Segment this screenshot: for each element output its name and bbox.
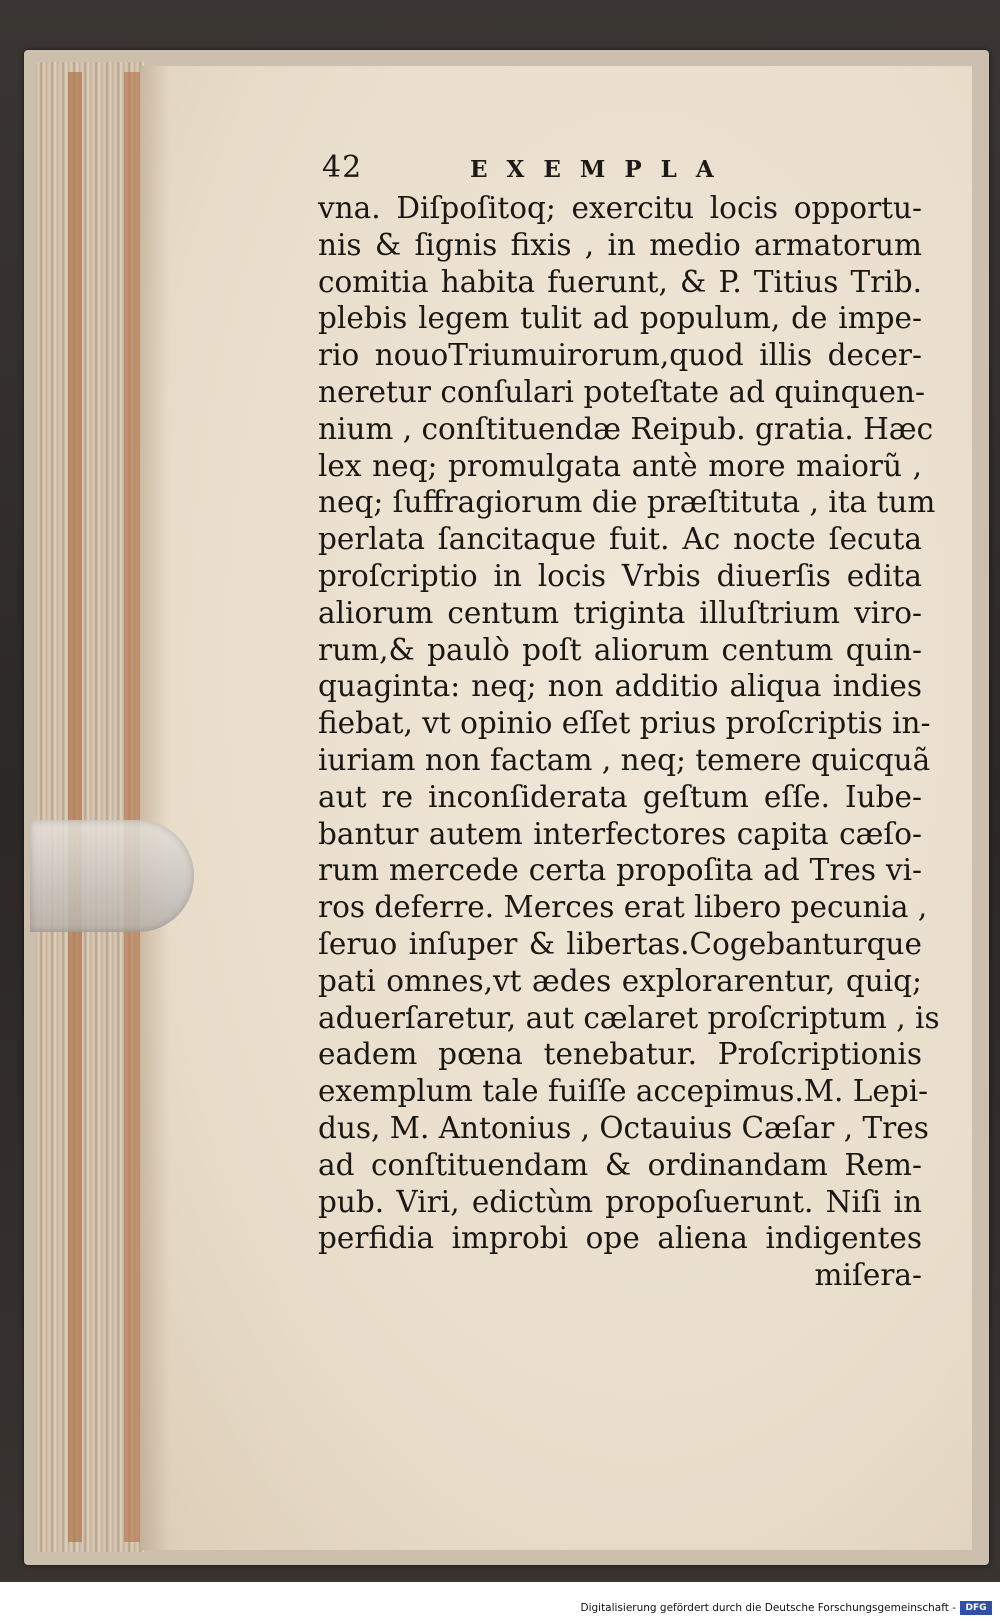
text-line: dus, M. Antonius , Octauius Cæſar , Tres xyxy=(318,1110,929,1145)
page-header xyxy=(322,150,782,190)
text-line: perfidia improbi ope aliena indigentes xyxy=(318,1221,922,1256)
text-line: aut re inconſiderata geſtum eſſe. Iube- xyxy=(318,779,922,814)
text-line: plebis legem tulit ad populum, de impe- xyxy=(318,301,922,336)
text-line: pub. Viri, edictùm propoſuerunt. Niſi in xyxy=(318,1184,922,1219)
text-line: bantur autem interfectores capita cæſo- xyxy=(318,816,922,851)
footer-credit: Digitalisierung gefördert durch die Deutsche Forschungsgemeinschaft - xyxy=(580,1602,956,1614)
page-clip xyxy=(30,820,194,932)
text-line: neretur conſulari poteſtate ad quinquen- xyxy=(318,374,925,409)
text-line: exemplum tale fuiſſe accepimus.M. Lepi- xyxy=(318,1074,929,1109)
running-title: EXEMPLA xyxy=(470,156,733,183)
text-line: iuriam non factam , neq; temere quicquã xyxy=(318,742,931,777)
red-page-edge xyxy=(68,72,82,1542)
text-line: proſcriptio in locis Vrbis diuerſis edita xyxy=(318,558,922,593)
text-line: ad conſtituendam & ordinandam Rem- xyxy=(318,1147,922,1182)
text-line: aduerſaretur, aut cælaret proſcriptum , is xyxy=(318,1000,940,1035)
text-line: rum,& paulò poſt aliorum centum quin- xyxy=(318,632,922,667)
text-line: lex neq; promulgata antè more maiorũ , xyxy=(318,448,922,483)
footer-bar xyxy=(0,1582,1000,1621)
text-line: ſeruo inſuper & libertas.Cogebanturque xyxy=(318,926,922,961)
text-line: ros deferre. Merces erat libero pecunia , xyxy=(318,890,928,925)
text-line: neq; ſuffragiorum die præſtituta , ita tum xyxy=(318,485,936,520)
page-number: 42 xyxy=(322,150,363,185)
body-text xyxy=(318,190,940,1294)
text-line: comitia habita fuerunt, & P. Titius Trib. xyxy=(318,264,922,299)
catchword: miſera- xyxy=(814,1258,922,1293)
text-line: perlata ſancitaque fuit. Ac nocte ſecuta xyxy=(318,522,922,557)
text-line: aliorum centum triginta illuſtrium viro- xyxy=(318,595,922,630)
text-line: quaginta: neq; non additio aliqua indies xyxy=(318,669,922,704)
text-line: rum mercede certa propoſita ad Tres vi- xyxy=(318,853,922,888)
text-line: pati omnes,vt ædes explorarentur, quiq; xyxy=(318,963,922,998)
text-line: nium , conſtituendæ Reipub. gratia. Hæc xyxy=(318,411,934,446)
text-line: rio nouoTriumuirorum,quod illis decer- xyxy=(318,338,922,373)
dfg-logo: DFG xyxy=(960,1601,992,1615)
text-line: fiebat, vt opinio eſſet prius proſcriptis in- xyxy=(318,706,931,741)
gutter-shadow xyxy=(140,66,170,1550)
text-line: eadem pœna tenebatur. Proſcriptionis xyxy=(318,1037,922,1072)
text-line: vna. Diſpoſitoq; exercitu locis opportu- xyxy=(318,191,922,225)
text-line: nis & ſignis fixis , in medio armatorum xyxy=(318,227,922,262)
